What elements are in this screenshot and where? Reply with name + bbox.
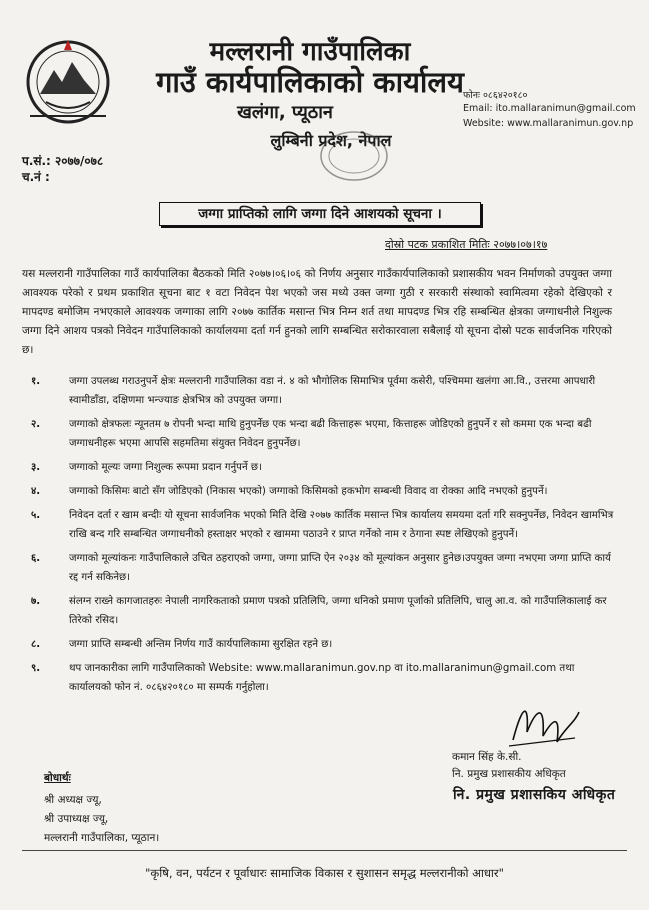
item-text: थप जानकारीका लागि गाउँपालिकाको Website: www.mallaranimun.gov.np वा ito.mallaranimun@gmail.com तथा कार्यालयको फोन नं. ०८६४२०१८० मा सम्पर्क गर्नुहोला। — [69, 663, 575, 693]
contact-email: Email: ito.mallaranimun@gmail.com — [463, 103, 636, 114]
item-text: जग्गाको मूल्यांकनः गाउँपालिकाले उचित ठहराएको जग्गा, जग्गा प्राप्ति ऐन २०३४ को मूल्यांकन अनुसार हुनेछ।उपयुक्त जग्गा नभएमा जग्गा प्राप्ति कार्य रद्द गर्न सकिनेछ। — [69, 553, 611, 583]
publish-date: दोस्रो पटक प्रकाशित मितिः २०७७।०७।१७ — [385, 238, 548, 251]
list-item — [25, 506, 615, 544]
list-item — [25, 458, 615, 477]
item-number: ६. — [31, 553, 41, 564]
contact-phone: फोनः ०८६४२०१८० — [463, 90, 528, 101]
notice-title: जग्गा प्राप्तिको लागि जग्गा दिने आशयको सूचना । — [159, 202, 481, 226]
list-item — [25, 635, 615, 654]
list-item — [25, 482, 615, 501]
item-number: ९. — [31, 663, 41, 674]
item-text: जग्गा प्राप्ति सम्बन्धी अन्तिम निर्णय गाउँ कार्यपालिकामा सुरक्षित रहने छ। — [69, 639, 333, 650]
item-number: २. — [31, 419, 41, 430]
list-item — [25, 592, 615, 630]
item-number: ५. — [31, 510, 41, 521]
signatory-post: नि. प्रमुख प्रशासकीय अधिकृत — [452, 768, 566, 780]
cc-line: श्री उपाध्यक्ष ज्यू, — [44, 813, 109, 825]
list-item — [25, 549, 615, 587]
item-number: ७. — [31, 596, 41, 607]
list-item — [25, 372, 615, 410]
item-text: जग्गाको मूल्यः जग्गा निशुल्क रूपमा प्रदान गर्नुपर्ने छ। — [69, 462, 262, 473]
footer-divider — [22, 850, 627, 851]
footer-slogan: "कृषि, वन, पर्यटन र पूर्वाधारः सामाजिक विकास र सुशासन समृद्ध मल्लरानीको आधार" — [145, 866, 504, 880]
office-location: खलंगा, प्यूठान — [237, 102, 333, 123]
item-text: जग्गाको क्षेत्रफलः न्यूनतम ७ रोपनी भन्दा माथि हुनुपर्नेछ एक भन्दा बढी कित्ताहरू भएमा, कित्ताहरू जोडिएको हुनुपर्ने र सो कममा एक भन्दा बढी जग्गाधनीहरू भएमा आपसि सहमतिमा संयुक्त निवेदन हुनुपर्नेछ। — [69, 419, 592, 449]
designation-stamp: नि. प्रमुख प्रशासकिय अधिकृत — [453, 787, 616, 803]
cc-line: श्री अध्यक्ष ज्यू, — [44, 794, 102, 806]
province-name: लुम्बिनी प्रदेश, नेपाल — [270, 131, 392, 150]
item-text: निवेदन दर्ता र खाम बन्दीः यो सूचना सार्वजनिक भएको मिति देखि २०७७ कार्तिक मसान्त भित्र कार्यालय समयमा दर्ता गरि सक्नुपर्नेछ, निवेदन खामभित्र राखि बन्द गरि सम्बन्धित जग्गाधनीको हस्ताक्षर भएको र खाममा पठाउने र प्राप्त गर्नेको नाम र ठेगाना स्पष्ट लेखिएको हुनुपर्ने। — [69, 510, 614, 540]
item-number: ८. — [31, 639, 41, 650]
signatory-name: कमान सिंह के.सी. — [452, 751, 522, 763]
item-number: ३. — [31, 462, 41, 473]
cc-line: मल्लरानी गाउँपालिका, प्यूठान। — [44, 832, 160, 844]
contact-website: Website: www.mallaranimun.gov.np — [463, 118, 634, 129]
cc-heading: बोधार्थः — [44, 772, 71, 784]
conditions-list — [25, 372, 615, 697]
notice-body: यस मल्लरानी गाउँपालिका गाउँ कार्यपालिका बैठकको मिति २०७७।०६।०६ को निर्णय अनुसार गाउँकार्यपालिकाको प्रशासकीय भवन निर्माणको उपयुक्त जग्गा आवश्यक परेको र प्रथम प्रकाशित सूचना बाट १ वटा निवेदन पेश भएको जस मध्ये उक्त जग्गा गुठी र सरकारी संस्थाको स्वामित्वमा रहेको देखिएको र मापदण्ड बमोजिम नभएकाले आवश्यक जग्गाका लागि २०७७ कार्तिक मसान्त भित्र निम्न शर्त तथा मापदण्ड भित्र रहि सम्बन्धित क्षेत्रका जग्गाधनीले निशुल्क जग्गा दिने आशय पत्रको निवेदन गाउँपालिकाको कार्यालयमा दर्ता गर्न हुनको लागि सम्बन्धित सरोकारवाला सबैलाई यो सूचना दोस्रो पटक सार्वजनिक गरिएको छ। — [22, 268, 612, 356]
municipality-name: मल्लरानी गाउँपालिका — [209, 37, 411, 67]
handwritten-signature — [505, 692, 585, 752]
item-number: ४. — [31, 486, 41, 497]
item-number: १. — [31, 376, 41, 387]
item-text: जग्गाको किसिमः बाटो सँग जोडिएको (निकास भएको) जग्गाको किसिमको हकभोग सम्बन्धी विवाद वा रोक्का आदि नभएको हुनुपर्ने। — [69, 486, 548, 497]
reference-number: प.सं.: २०७७/०७८ — [22, 154, 104, 168]
dispatch-number: च.नं : — [22, 170, 50, 184]
list-item — [25, 415, 615, 453]
item-text: जग्गा उपलब्ध गराउनुपर्ने क्षेत्रः मल्लरानी गाउँपालिका वडा नं. ४ को भौगोलिक सिमाभित्र पूर्वमा कसेरी, पश्चिममा खलंगा आ.वि., उत्तरमा आपधारी स्वामीडाँडा, दक्षिणमा भन्ज्याङ क्षेत्रभित्र को उपयुक्त जग्गा। — [69, 376, 596, 406]
office-name: गाउँ कार्यपालिकाको कार्यालय — [156, 65, 464, 99]
office-seal-stamp — [318, 128, 390, 184]
government-emblem-logo — [20, 32, 116, 128]
item-text: संलग्न राख्ने कागजातहरुः नेपाली नागरिकताको प्रमाण पत्रको प्रतिलिपि, जग्गा धनिको प्रमाण पूर्जाको प्रतिलिपि, चालु आ.व. को गाउँपालिकालाई कर तिरेको रसिद। — [69, 596, 607, 626]
